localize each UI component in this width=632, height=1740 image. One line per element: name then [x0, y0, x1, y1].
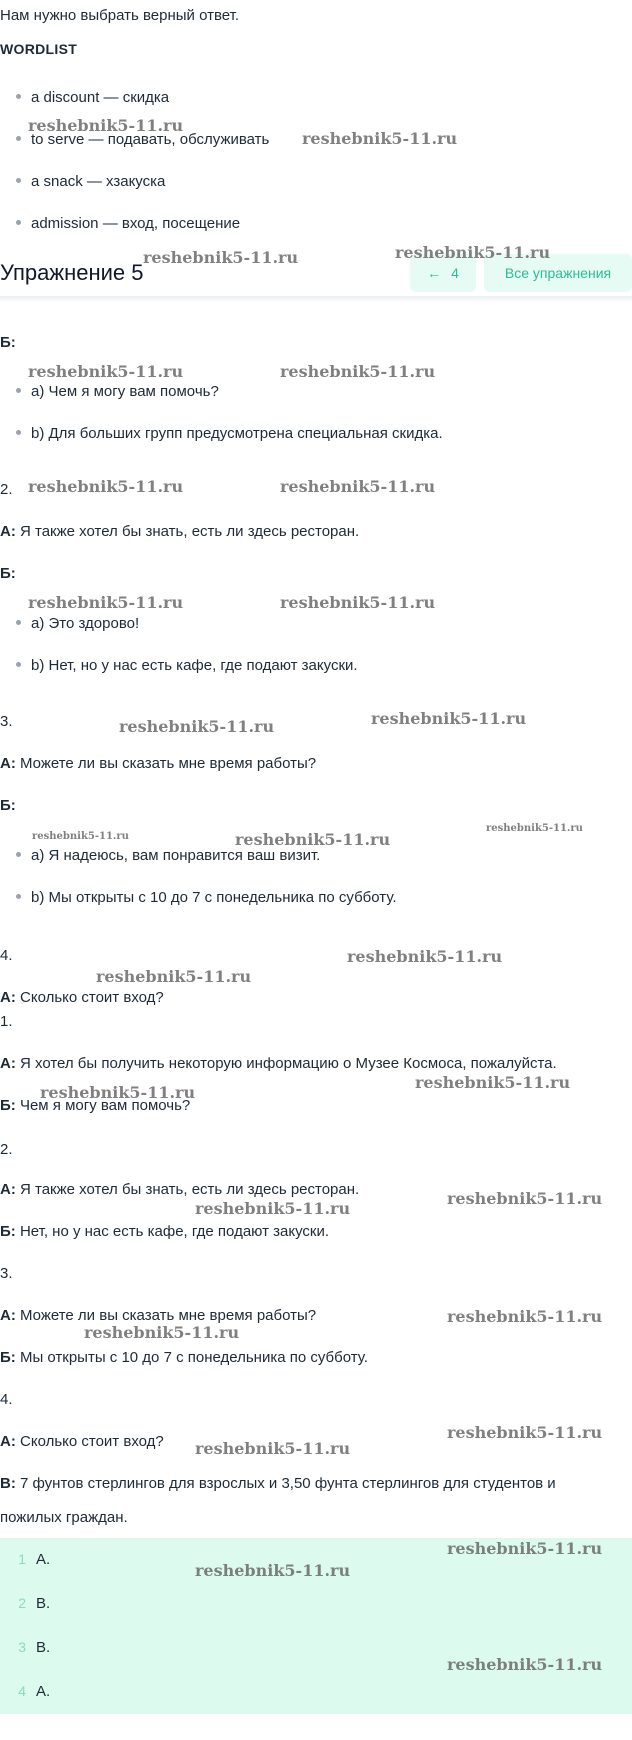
all-exercises-button[interactable]: Все упражнения	[484, 254, 632, 292]
watermark: reshebnik5-11.ru	[447, 1307, 603, 1326]
bullet-icon	[16, 430, 21, 435]
option-item: a) Чем я могу вам помочь?	[0, 382, 219, 402]
bullet-icon	[16, 388, 21, 393]
watermark: reshebnik5-11.ru	[28, 477, 184, 496]
dialogue-line: Б: Нет, но у нас есть кафе, где подают закуски.	[0, 1223, 330, 1240]
watermark: reshebnik5-11.ru	[447, 1423, 603, 1442]
watermark: reshebnik5-11.ru	[447, 1655, 603, 1674]
watermark: reshebnik5-11.ru	[96, 967, 252, 986]
intro-text: Нам нужно выбрать верный ответ.	[0, 7, 239, 24]
question-line: А: Можете ли вы сказать мне время работы?	[0, 755, 317, 772]
bullet-icon	[16, 894, 21, 899]
watermark: reshebnik5-11.ru	[347, 947, 503, 966]
dialogue-line: Б: Чем я могу вам помочь?	[0, 1097, 191, 1114]
dialogue-number: 4.	[0, 1391, 13, 1408]
bullet-icon	[16, 662, 21, 667]
question-line: А: Сколько стоит вход?	[0, 989, 164, 1006]
dialogue-line: А: Сколько стоит вход?	[0, 1433, 164, 1450]
watermark: reshebnik5-11.ru	[195, 1439, 351, 1458]
watermark: reshebnik5-11.ru	[195, 1199, 351, 1218]
question-number: 3.	[0, 713, 13, 730]
watermark: reshebnik5-11.ru	[143, 248, 299, 267]
question-number: 4.	[0, 947, 13, 964]
dialogue-line: А: Можете ли вы сказать мне время работы?	[0, 1307, 317, 1324]
wordlist-item: admission — вход, посещение	[0, 214, 240, 234]
wordlist-title: WORDLIST	[0, 41, 78, 57]
watermark: reshebnik5-11.ru	[195, 1561, 351, 1580]
answer-row: 4 A.	[18, 1683, 51, 1700]
dialogue-line: А: Я хотел бы получить некоторую информацию о Музее Космоса, пожалуйста.	[0, 1055, 557, 1072]
watermark: reshebnik5-11.ru	[235, 830, 391, 849]
wordlist-item: a snack — хзакуска	[0, 172, 165, 192]
watermark: reshebnik5-11.ru	[280, 477, 436, 496]
dialogue-number: 2.	[0, 1141, 13, 1158]
bullet-icon	[16, 178, 21, 183]
wordlist-item: a discount — скидка	[0, 88, 169, 108]
watermark: reshebnik5-11.ru	[84, 1323, 240, 1342]
dialogue-line-cont: пожилых граждан.	[0, 1509, 128, 1526]
watermark: reshebnik5-11.ru	[486, 823, 583, 834]
answer-label: Б:	[0, 565, 16, 582]
option-item: b) Мы открыты с 10 до 7 с понедельника по субботу.	[0, 888, 397, 908]
prev-exercise-button[interactable]	[410, 254, 476, 292]
watermark: reshebnik5-11.ru	[119, 717, 275, 736]
watermark: reshebnik5-11.ru	[28, 116, 184, 135]
sticky-bar-shadow	[0, 296, 632, 302]
answer-row: 2 B.	[18, 1595, 51, 1612]
bullet-icon	[16, 94, 21, 99]
option-item: a) Это здорово!	[0, 614, 139, 634]
watermark: reshebnik5-11.ru	[395, 243, 551, 262]
answer-label: Б:	[0, 334, 16, 351]
answer-row: 1 A.	[18, 1551, 51, 1568]
watermark: reshebnik5-11.ru	[32, 831, 129, 842]
dialogue-number: 1.	[0, 1013, 13, 1030]
arrow-left-icon: ←	[427, 264, 442, 281]
watermark: reshebnik5-11.ru	[28, 593, 184, 612]
question-line: А: Я также хотел бы знать, есть ли здесь ресторан.	[0, 523, 360, 540]
watermark: reshebnik5-11.ru	[28, 362, 184, 381]
watermark: reshebnik5-11.ru	[280, 362, 436, 381]
option-item: b) Для больших групп предусмотрена специальная скидка.	[0, 424, 443, 444]
watermark: reshebnik5-11.ru	[40, 1083, 196, 1102]
exercise-title: Упражнение 5	[0, 260, 144, 285]
prev-exercise-label: 4	[451, 264, 459, 281]
watermark: reshebnik5-11.ru	[447, 1189, 603, 1208]
wordlist-item: to serve — подавать, обслуживать	[0, 130, 269, 150]
dialogue-line: А: Я также хотел бы знать, есть ли здесь ресторан.	[0, 1181, 360, 1198]
dialogue-line: В: 7 фунтов стерлингов для взрослых и 3,50 фунта стерлингов для студентов и	[0, 1475, 556, 1492]
question-number: 2.	[0, 481, 13, 498]
answer-row: 3 B.	[18, 1639, 51, 1656]
watermark: reshebnik5-11.ru	[447, 1539, 603, 1558]
watermark: reshebnik5-11.ru	[280, 593, 436, 612]
watermark: reshebnik5-11.ru	[371, 709, 527, 728]
bullet-icon	[16, 852, 21, 857]
watermark: reshebnik5-11.ru	[302, 129, 458, 148]
dialogue-number: 3.	[0, 1265, 13, 1282]
bullet-icon	[16, 136, 21, 141]
dialogue-line: Б: Мы открыты с 10 до 7 с понедельника по субботу.	[0, 1349, 368, 1366]
bullet-icon	[16, 620, 21, 625]
answers-panel	[0, 1538, 632, 1714]
option-item: a) Я надеюсь, вам понравится ваш визит.	[0, 846, 320, 866]
watermark: reshebnik5-11.ru	[415, 1073, 571, 1092]
answer-label: Б:	[0, 797, 16, 814]
bullet-icon	[16, 220, 21, 225]
option-item: b) Нет, но у нас есть кафе, где подают закуски.	[0, 656, 358, 676]
